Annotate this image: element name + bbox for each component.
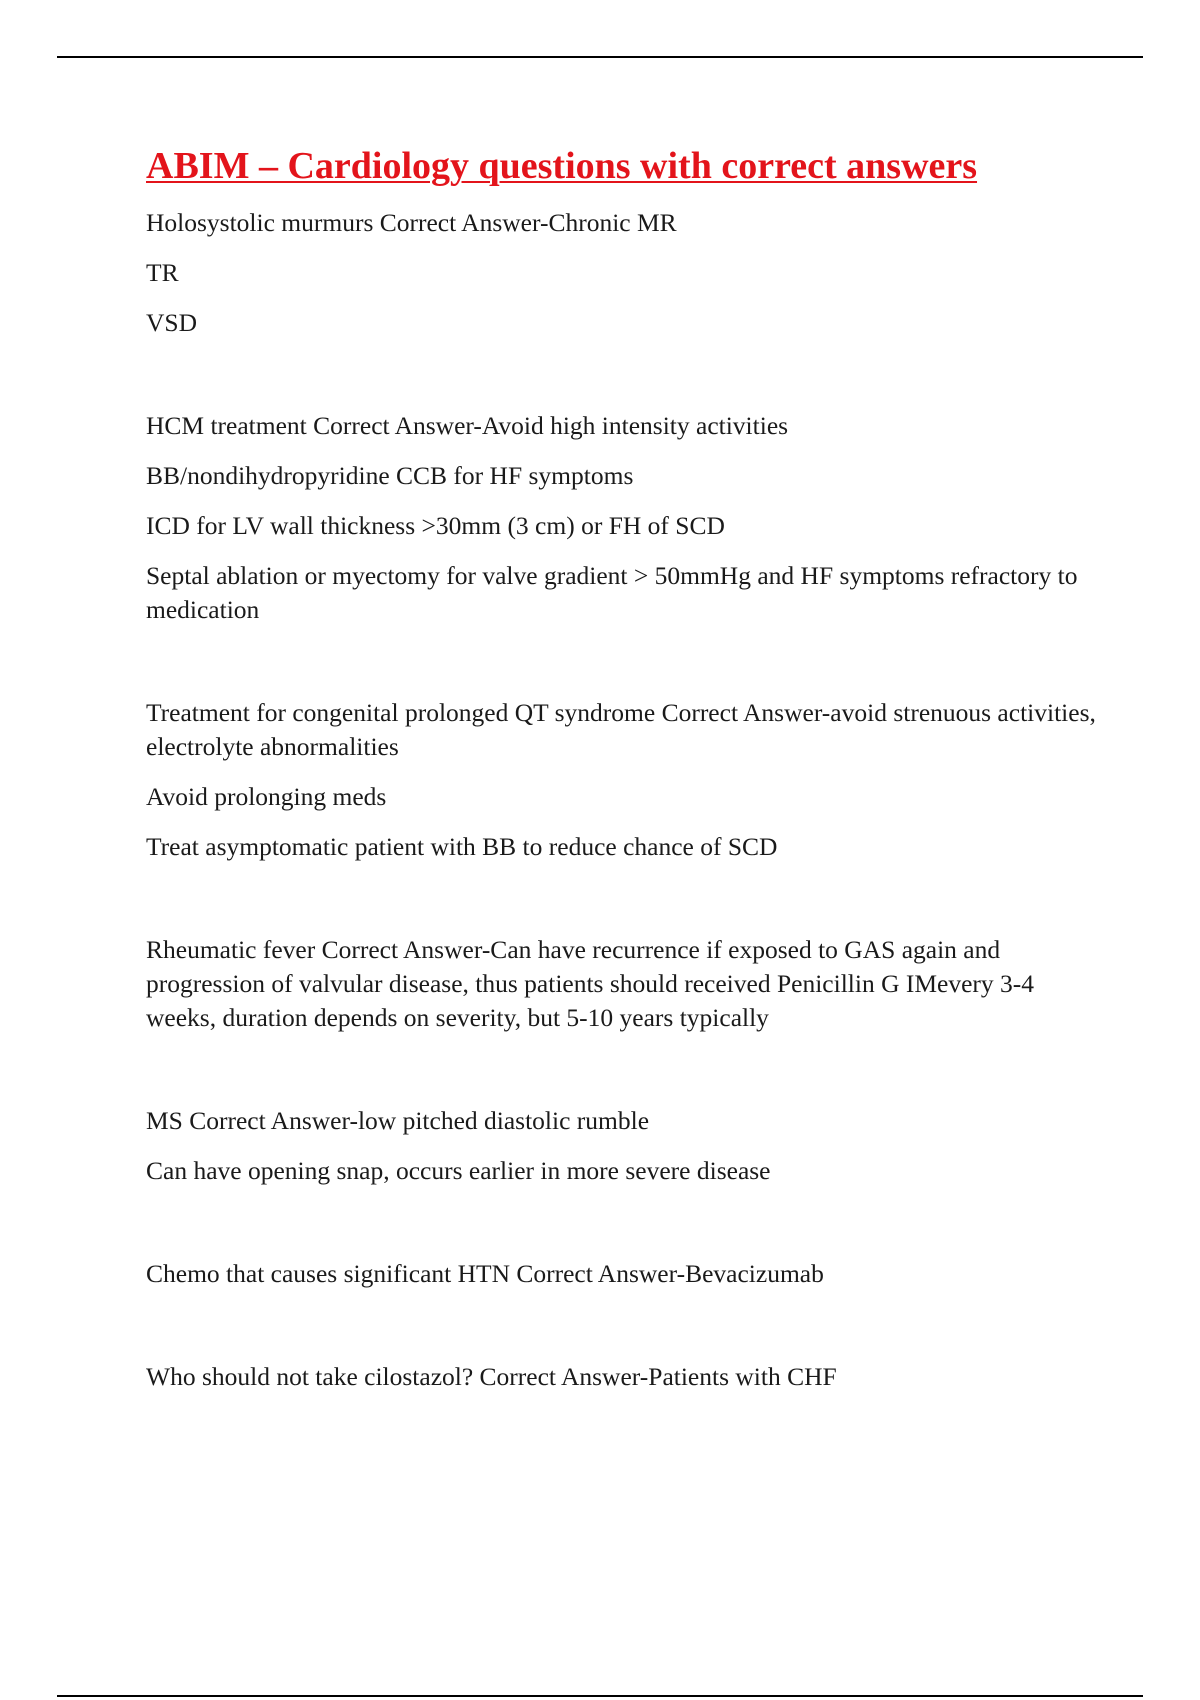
footer-rule [57, 1695, 1143, 1697]
qa-line: Can have opening snap, occurs earlier in more severe disease [146, 1156, 771, 1185]
qa-item-hcm [146, 409, 1096, 627]
document-title: ABIM – Cardiology questions with correct answers [146, 145, 978, 187]
qa-line: Holosystolic murmurs Correct Answer-Chronic MR [146, 208, 677, 237]
qa-separator [146, 1307, 1096, 1360]
qa-item-long-qt [146, 696, 1096, 864]
qa-separator [146, 356, 1096, 409]
qa-line: HCM treatment Correct Answer-Avoid high intensity activities [146, 411, 789, 440]
document-body [146, 144, 1096, 1410]
qa-item-ms [146, 1104, 1096, 1188]
qa-line: Treatment for congenital prolonged QT syndrome Correct Answer-avoid strenuous activities, electrolyte abnormalities [146, 698, 1096, 761]
qa-separator [146, 1051, 1096, 1104]
qa-line: ICD for LV wall thickness >30mm (3 cm) or FH of SCD [146, 511, 725, 540]
qa-line: BB/nondihydropyridine CCB for HF symptoms [146, 461, 634, 490]
qa-line: VSD [146, 308, 198, 337]
qa-item-rheumatic-fever [146, 933, 1096, 1035]
qa-item-chemo-htn [146, 1257, 1096, 1291]
qa-line: Treat asymptomatic patient with BB to reduce chance of SCD [146, 832, 778, 861]
qa-line: Who should not take cilostazol? Correct Answer-Patients with CHF [146, 1362, 837, 1391]
qa-line: Chemo that causes significant HTN Correct Answer-Bevacizumab [146, 1259, 824, 1288]
qa-line: Rheumatic fever Correct Answer-Can have recurrence if exposed to GAS again and progression of valvular disease, thus patients should received Penicillin G IMevery 3-4 weeks, duration depends on severity, but 5-10 years typically [146, 935, 1035, 1032]
qa-separator [146, 1204, 1096, 1257]
qa-line: TR [146, 258, 179, 287]
qa-separator [146, 643, 1096, 696]
qa-line: Septal ablation or myectomy for valve gradient > 50mmHg and HF symptoms refractory to medication [146, 561, 1078, 624]
qa-line: Avoid prolonging meds [146, 782, 387, 811]
qa-item-cilostazol [146, 1360, 1096, 1394]
qa-separator [146, 880, 1096, 933]
header-rule [57, 56, 1143, 58]
qa-line: MS Correct Answer-low pitched diastolic rumble [146, 1106, 650, 1135]
qa-item-holosystolic [146, 206, 1096, 340]
